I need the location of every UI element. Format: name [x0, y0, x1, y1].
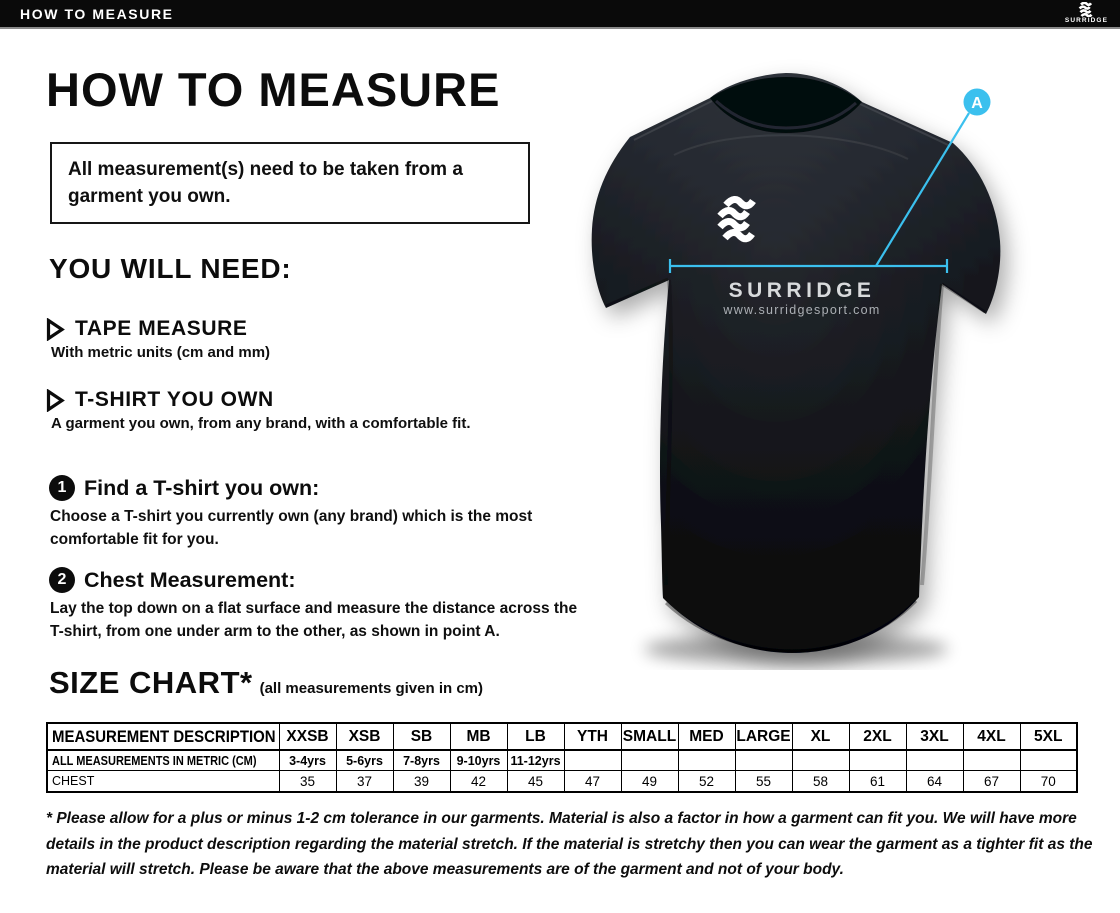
table-cell: 11-12yrs — [507, 750, 564, 771]
step-2-description: Lay the top down on a flat surface and measure the distance across the T-shirt, from one under arm to the other, as shown in point A. — [50, 600, 578, 640]
table-cell: 61 — [849, 771, 906, 793]
size-chart-table — [46, 722, 1078, 793]
triangle-bullet-icon — [46, 389, 65, 412]
column-header: LB — [507, 723, 564, 750]
top-bar — [0, 0, 1120, 29]
table-cell — [849, 750, 906, 771]
column-header: 4XL — [963, 723, 1020, 750]
table-cell — [564, 750, 621, 771]
column-header: XSB — [336, 723, 393, 750]
table-header-row — [47, 723, 1077, 750]
table-cell — [963, 750, 1020, 771]
table-cell: 55 — [735, 771, 792, 793]
column-header: MED — [678, 723, 735, 750]
table-cell — [906, 750, 963, 771]
table-cell: 37 — [336, 771, 393, 793]
you-will-need-heading: YOU WILL NEED: — [49, 253, 292, 284]
column-header: 2XL — [849, 723, 906, 750]
tolerance-disclaimer: * Please allow for a plus or minus 1-2 cm tolerance in our garments. Material is also a factor in how a garment can fit you. We will have more details in the product description regarding the material stretch. If the material is stretchy then you can wear the garment as a tighter fit as the material will stretch. Please be aware that the above measurements are of the garment and not of your body. — [46, 810, 1093, 878]
table-cell — [735, 750, 792, 771]
table-row — [47, 750, 1077, 771]
step-title: Chest Measurement: — [84, 567, 296, 592]
step-1-heading — [49, 475, 319, 501]
tshirt-body — [592, 73, 1001, 653]
need-item-title: T-SHIRT YOU OWN — [75, 388, 274, 411]
step-1-description: Choose a T-shirt you currently own (any brand) which is the most comfortable fit for you. — [50, 508, 533, 548]
column-header: YTH — [564, 723, 621, 750]
table-cell: 58 — [792, 771, 849, 793]
need-item-title: TAPE MEASURE — [75, 317, 248, 340]
table-cell: 45 — [507, 771, 564, 793]
triangle-bullet-icon — [46, 318, 65, 341]
column-header: XL — [792, 723, 849, 750]
surridge-logo — [1065, 2, 1108, 25]
table-cell — [792, 750, 849, 771]
need-item-tape-measure — [46, 317, 270, 361]
table-cell — [1020, 750, 1077, 771]
table-cell: 49 — [621, 771, 678, 793]
table-cell: 64 — [906, 771, 963, 793]
column-header: MEASUREMENT DESCRIPTION — [47, 723, 279, 750]
row-label: CHEST — [47, 771, 279, 793]
table-cell: 67 — [963, 771, 1020, 793]
need-item-description: With metric units (cm and mm) — [51, 344, 271, 361]
table-cell — [678, 750, 735, 771]
tshirt-illustration — [556, 55, 1120, 670]
tshirt-product-image — [556, 55, 1120, 670]
table-row — [47, 771, 1077, 793]
size-chart-title: SIZE CHART* — [49, 665, 253, 700]
need-item-description: A garment you own, from any brand, with a comfortable fit. — [51, 415, 471, 432]
table-cell: 7-8yrs — [393, 750, 450, 771]
table-cell: 9-10yrs — [450, 750, 507, 771]
column-header: 5XL — [1020, 723, 1077, 750]
table-cell: 42 — [450, 771, 507, 793]
column-header: 3XL — [906, 723, 963, 750]
step-title: Find a T-shirt you own: — [84, 475, 320, 500]
page-title: HOW TO MEASURE — [46, 63, 501, 116]
size-chart-heading — [49, 665, 483, 701]
column-header: XXSB — [279, 723, 336, 750]
column-header: SB — [393, 723, 450, 750]
point-a-marker — [964, 89, 991, 116]
table-cell: 47 — [564, 771, 621, 793]
point-a-label: A — [971, 95, 983, 112]
table-cell: 39 — [393, 771, 450, 793]
table-cell: 35 — [279, 771, 336, 793]
row-label: ALL MEASUREMENTS IN METRIC (CM) — [47, 750, 279, 771]
column-header: MB — [450, 723, 507, 750]
size-chart-subtitle: (all measurements given in cm) — [259, 680, 483, 697]
table-cell: 70 — [1020, 771, 1077, 793]
column-header: LARGE — [735, 723, 792, 750]
surridge-s-icon — [1076, 2, 1096, 17]
shirt-brand-text: SURRIDGE — [728, 279, 876, 302]
table-cell: 5-6yrs — [336, 750, 393, 771]
table-cell: 52 — [678, 771, 735, 793]
step-number-badge: 2 — [49, 567, 75, 593]
column-header: SMALL — [621, 723, 678, 750]
shirt-website-text: www.surridgesport.com — [723, 303, 881, 317]
step-number-badge: 1 — [49, 475, 75, 501]
table-cell: 3-4yrs — [279, 750, 336, 771]
need-item-tshirt — [46, 388, 470, 432]
step-2-heading — [49, 567, 295, 593]
table-cell — [621, 750, 678, 771]
top-bar-title: HOW TO MEASURE — [20, 5, 174, 22]
surridge-logo-text: SURRIDGE — [1064, 17, 1108, 25]
notice-box: All measurement(s) need to be taken from a garment you own. — [50, 142, 530, 224]
